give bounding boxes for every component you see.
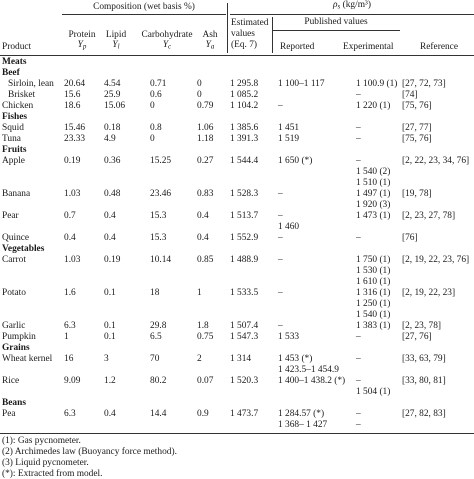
- cell-rep: –: [278, 189, 283, 199]
- table-row: [0, 410, 474, 421]
- cell-carb: 15.3: [150, 233, 167, 243]
- protein-header: Protein: [68, 30, 96, 40]
- cell-ref: [2, 19, 22, 23, 76]: [402, 255, 470, 265]
- ash-header: Ash: [202, 30, 218, 40]
- cell-lipid: 0.48: [104, 189, 121, 199]
- cell-rep: 1 460: [278, 222, 300, 232]
- group-label: Fishes: [2, 112, 28, 122]
- separator-estimated: [272, 17, 273, 53]
- cell-rep: –: [278, 233, 283, 243]
- cell-protein: 1: [64, 332, 69, 342]
- cell-ref: [27, 72, 73]: [402, 79, 446, 89]
- table-row: [0, 190, 474, 201]
- table-row: [0, 421, 474, 432]
- cell-exp: 1 510 (1): [356, 178, 391, 188]
- published-header: Published values: [304, 17, 368, 27]
- carbohydrate-header: Carbohydrate: [141, 30, 193, 40]
- cell-carb: 0.8: [150, 123, 162, 133]
- cell-protein: 1.03: [64, 255, 81, 265]
- cell-exp: –: [356, 233, 361, 243]
- cell-exp: –: [356, 376, 361, 386]
- rule-under-header: [0, 55, 474, 56]
- cell-ash: 1.8: [197, 321, 209, 331]
- group-label: Beef: [2, 68, 20, 78]
- table-row: [0, 157, 474, 168]
- cell-est: 1 552.9: [230, 233, 259, 243]
- cell-ref: [2, 23, 78]: [402, 321, 442, 331]
- cell-ash: 0.9: [197, 409, 209, 419]
- cell-carb: 10.14: [150, 255, 172, 265]
- cell-protein: 0.19: [64, 156, 81, 166]
- cell-exp: 1 316 (1): [356, 288, 391, 298]
- cell-est: 1 547.3: [230, 332, 259, 342]
- cell-rep: 1 368– 1 427: [278, 420, 328, 430]
- cell-ash: 1: [197, 288, 202, 298]
- cell-ref: [33, 63, 79]: [402, 354, 446, 364]
- cell-exp: –: [356, 123, 361, 133]
- cell-product: Squid: [2, 123, 24, 133]
- cell-ref: [2, 22, 23, 34, 76]: [402, 156, 470, 166]
- cell-rep: 1 284.57 (*): [278, 409, 325, 419]
- cell-product: Pear: [2, 211, 19, 221]
- cell-rep: 1 453 (*): [278, 354, 313, 364]
- cell-est: 1 295.8: [230, 79, 259, 89]
- cell-ash: 1.18: [197, 134, 214, 144]
- cell-ash: 0: [197, 90, 202, 100]
- cell-ash: 2: [197, 354, 202, 364]
- reference-header: Reference: [420, 42, 458, 52]
- cell-protein: 0.7: [64, 211, 76, 221]
- estimated-header-1: Estimated: [231, 18, 269, 28]
- table-row: [0, 377, 474, 388]
- estimated-header-2: values: [231, 29, 255, 39]
- cell-carb: 15.25: [150, 156, 172, 166]
- cell-ash: 1.06: [197, 123, 214, 133]
- table-row: [0, 102, 474, 113]
- cell-rep: –: [278, 321, 283, 331]
- cell-rep: 1 451: [278, 123, 300, 133]
- density-header: [230, 1, 474, 11]
- cell-product: Tuna: [2, 134, 21, 144]
- cell-ref: [27, 76]: [402, 332, 432, 342]
- cell-exp: –: [356, 420, 361, 430]
- cell-rep: –: [278, 288, 283, 298]
- table-row: [0, 300, 474, 311]
- rho-subscript: s: [337, 2, 341, 11]
- group-label: Meats: [2, 57, 27, 67]
- cell-ref: [27, 82, 83]: [402, 409, 446, 419]
- cell-exp: 1 504 (1): [356, 387, 391, 397]
- cell-exp: 1 497 (1): [356, 189, 391, 199]
- cell-product: Sirloin, lean: [8, 79, 54, 89]
- table-row: [0, 234, 474, 245]
- cell-protein: 15.6: [64, 90, 81, 100]
- table-row: [0, 388, 474, 399]
- cell-exp: 1 473 (1): [356, 211, 391, 221]
- cell-lipid: 0.4: [104, 233, 116, 243]
- cell-est: 1 104.2: [230, 101, 259, 111]
- cell-est: 1 314: [230, 354, 252, 364]
- cell-ref: [75, 76]: [402, 101, 432, 111]
- reported-header: Reported: [280, 42, 315, 52]
- cell-ash: 0.27: [197, 156, 214, 166]
- cell-rep: –: [278, 101, 283, 111]
- cell-rep: 1 400–1 438.2 (*): [278, 376, 346, 386]
- rule-under-density: [230, 14, 474, 15]
- cell-exp: –: [356, 354, 361, 364]
- cell-product: Chicken: [2, 101, 34, 111]
- cell-ash: 0.79: [197, 101, 214, 111]
- cell-est: 1 391.3: [230, 134, 259, 144]
- cell-lipid: 0.1: [104, 288, 116, 298]
- footnote-1: (1): Gas pycnometer.: [2, 436, 81, 446]
- cell-product: Carrot: [2, 255, 26, 265]
- composition-header: Composition (wet basis %): [93, 2, 195, 12]
- cell-product: Pea: [2, 409, 16, 419]
- carbohydrate-symbol: $Y_c$: [162, 40, 172, 51]
- cell-lipid: 0.1: [104, 332, 116, 342]
- cell-protein: 0.4: [64, 233, 76, 243]
- cell-carb: 0.6: [150, 90, 162, 100]
- cell-protein: 18.6: [64, 101, 81, 111]
- footnote-4: (*): Extracted from model.: [2, 469, 103, 479]
- cell-exp: 1 540 (2): [356, 167, 391, 177]
- rule-under-composition: [62, 14, 226, 15]
- estimated-header-3: (Eq. 7): [231, 40, 258, 50]
- footnote-2: (2) Archimedes law (Buoyancy force method).: [2, 447, 177, 457]
- group-label: Fruits: [2, 145, 27, 155]
- cell-carb: 80.2: [150, 376, 167, 386]
- experimental-header: Experimental: [343, 42, 394, 52]
- cell-carb: 18: [150, 288, 160, 298]
- cell-exp: 1 220 (1): [356, 101, 391, 111]
- cell-ash: 0.75: [197, 332, 214, 342]
- ash-symbol: $Y_a$: [205, 40, 215, 51]
- cell-exp: 1 920 (3): [356, 200, 391, 210]
- cell-est: 1 544.4: [230, 156, 259, 166]
- cell-ash: 0.85: [197, 255, 214, 265]
- cell-lipid: 25.9: [104, 90, 121, 100]
- cell-est: 1 520.3: [230, 376, 259, 386]
- cell-protein: 16: [64, 354, 74, 364]
- cell-ref: [76]: [402, 233, 418, 243]
- cell-exp: 1 610 (1): [356, 277, 391, 287]
- cell-carb: 15.3: [150, 211, 167, 221]
- cell-carb: 6.5: [150, 332, 162, 342]
- cell-lipid: 0.4: [104, 409, 116, 419]
- cell-lipid: 4.54: [104, 79, 121, 89]
- cell-ref: [27, 77]: [402, 123, 432, 133]
- rho-symbol: ρ: [333, 0, 338, 10]
- table-row: [0, 289, 474, 300]
- cell-lipid: 0.4: [104, 211, 116, 221]
- cell-lipid: 1.2: [104, 376, 116, 386]
- cell-est: 1 507.4: [230, 321, 259, 331]
- table-row: [0, 168, 474, 179]
- cell-ref: [2, 23, 27, 78]: [402, 211, 456, 221]
- cell-exp: 1 540 (1): [356, 310, 391, 320]
- cell-protein: 6.3: [64, 321, 76, 331]
- cell-exp: 1 250 (1): [356, 299, 391, 309]
- cell-ref: [33, 80, 81]: [402, 376, 446, 386]
- cell-product: Quince: [2, 233, 30, 243]
- cell-product: Rice: [2, 376, 20, 386]
- cell-carb: 14.4: [150, 409, 167, 419]
- cell-exp: –: [356, 409, 361, 419]
- cell-rep: 1 423.5–1 454.9: [278, 365, 339, 375]
- cell-protein: 20.64: [64, 79, 86, 89]
- cell-est: 1 528.3: [230, 189, 259, 199]
- cell-protein: 9.09: [64, 376, 81, 386]
- cell-product: Potato: [2, 288, 26, 298]
- cell-lipid: 15.06: [104, 101, 126, 111]
- footnote-3: (3) Liquid pycnometer.: [2, 458, 89, 468]
- cell-ref: [19, 78]: [402, 189, 432, 199]
- cell-carb: 0: [150, 134, 155, 144]
- cell-est: 1 488.9: [230, 255, 259, 265]
- table-row: [0, 355, 474, 366]
- table-row: [0, 135, 474, 146]
- rule-under-published: [272, 30, 400, 31]
- group-row: [0, 58, 474, 69]
- cell-lipid: 0.19: [104, 255, 121, 265]
- cell-est: 1 533.5: [230, 288, 259, 298]
- group-label: Beans: [2, 398, 26, 408]
- rho-unit: (kg/m³): [340, 0, 371, 10]
- cell-carb: 0: [150, 101, 155, 111]
- cell-ash: 0.4: [197, 211, 209, 221]
- table-row: [0, 267, 474, 278]
- product-header: Product: [2, 42, 32, 52]
- cell-carb: 70: [150, 354, 160, 364]
- cell-lipid: 3: [104, 354, 109, 364]
- group-label: Vegetables: [2, 244, 45, 254]
- cell-est: 1 513.7: [230, 211, 259, 221]
- cell-rep: 1 650 (*): [278, 156, 313, 166]
- cell-exp: 1 530 (1): [356, 266, 391, 276]
- separator-composition: [227, 3, 228, 53]
- table-row: [0, 333, 474, 344]
- protein-symbol: $Y_p$: [77, 40, 87, 51]
- cell-exp: –: [356, 332, 361, 342]
- cell-carb: 29.8: [150, 321, 167, 331]
- cell-ref: [74]: [402, 90, 418, 100]
- cell-protein: 1.6: [64, 288, 76, 298]
- cell-protein: 6.3: [64, 409, 76, 419]
- table-row: [0, 256, 474, 267]
- cell-exp: –: [356, 156, 361, 166]
- cell-product: Pumpkin: [2, 332, 36, 342]
- cell-exp: 1 750 (1): [356, 255, 391, 265]
- cell-est: 1 473.7: [230, 409, 259, 419]
- rule-table-bottom: [0, 433, 474, 434]
- cell-ash: 0.83: [197, 189, 214, 199]
- cell-ref: [75, 76]: [402, 134, 432, 144]
- cell-est: 1 085.2: [230, 90, 259, 100]
- cell-ash: 0.4: [197, 233, 209, 243]
- cell-ash: 0: [197, 79, 202, 89]
- cell-protein: 1.03: [64, 189, 81, 199]
- cell-exp: 1 383 (1): [356, 321, 391, 331]
- cell-lipid: 4.9: [104, 134, 116, 144]
- cell-protein: 23.33: [64, 134, 86, 144]
- cell-product: Garlic: [2, 321, 26, 331]
- cell-product: Brisket: [8, 90, 36, 100]
- cell-lipid: 0.36: [104, 156, 121, 166]
- cell-product: Apple: [2, 156, 25, 166]
- cell-carb: 0.71: [150, 79, 167, 89]
- cell-rep: –: [278, 255, 283, 265]
- cell-exp: –: [356, 134, 361, 144]
- lipid-symbol: $Y_l$: [112, 40, 120, 51]
- cell-lipid: 0.18: [104, 123, 121, 133]
- cell-exp: –: [356, 90, 361, 100]
- cell-carb: 23.46: [150, 189, 172, 199]
- cell-exp: 1 100.9 (1): [356, 79, 398, 89]
- cell-ash: 0.07: [197, 376, 214, 386]
- cell-est: 1 385.6: [230, 123, 259, 133]
- cell-rep: 1 519: [278, 134, 300, 144]
- cell-lipid: 0.1: [104, 321, 116, 331]
- group-label: Grains: [2, 343, 30, 353]
- cell-protein: 15.46: [64, 123, 86, 133]
- cell-product: Banana: [2, 189, 31, 199]
- cell-ref: [2, 19, 22, 23]: [402, 288, 456, 298]
- cell-rep: 1 533: [278, 332, 300, 342]
- cell-rep: –: [278, 211, 283, 221]
- lipid-header: Lipid: [105, 30, 127, 40]
- table-row: [0, 212, 474, 223]
- cell-product: Wheat kernel: [2, 354, 53, 364]
- cell-rep: 1 100–1 117: [278, 79, 325, 89]
